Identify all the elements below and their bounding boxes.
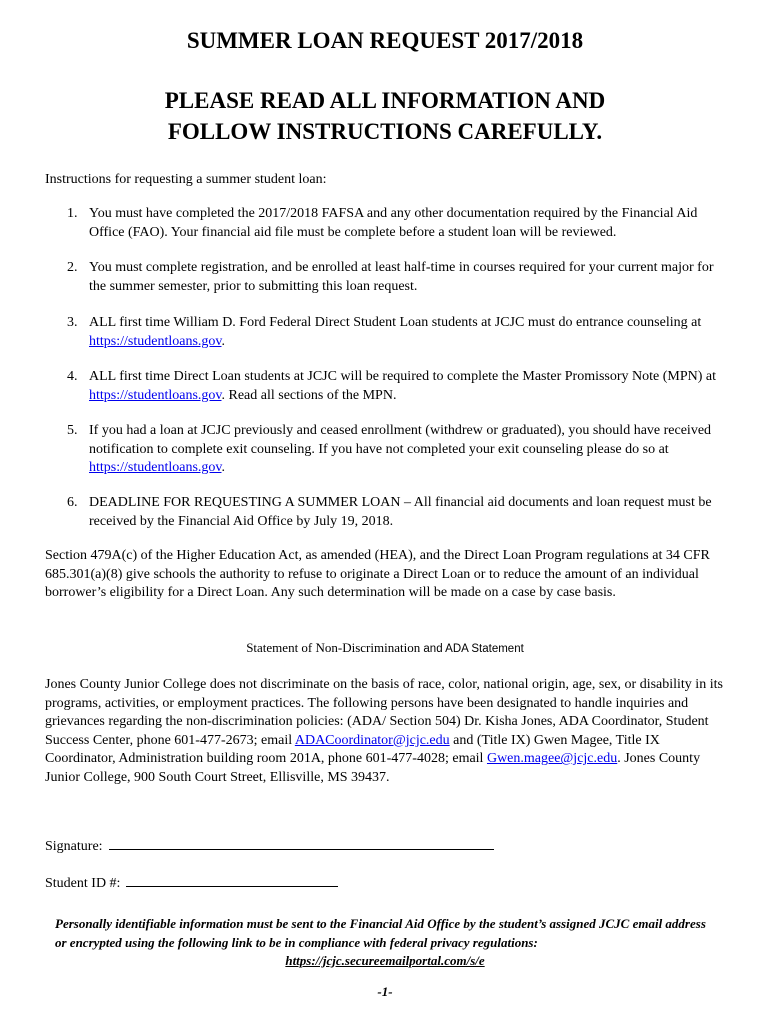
document-title: SUMMER LOAN REQUEST 2017/2018: [186, 28, 584, 53]
student-id-field[interactable]: [126, 874, 338, 887]
signature-field[interactable]: [109, 837, 494, 850]
hea-section-paragraph: Section 479A(c) of the Higher Education Act, as amended (HEA), and the Direct Loan Program regulations at 34 CFR 685.301(a)(8) give schools the authority to refuse to originate a Direct Loan or to reduce the amount of an individual borrower’s eligibility for a Direct Loan. Any such determination will be made on a case by case basis.: [45, 548, 710, 601]
item-text-part: ALL first time Direct Loan students at JCJC will be required to complete the Master Promissory Note (MPN) at: [89, 369, 717, 384]
signature-row: [45, 837, 494, 856]
instruction-item-6: [45, 494, 730, 531]
statement-heading-part1: Statement of Non-Discrimination: [246, 640, 421, 655]
item-text: DEADLINE FOR REQUESTING A SUMMER LOAN – All financial aid documents and loan request must be received by the Financial Aid Office by July 19, 2018.: [89, 495, 712, 529]
studentloans-link[interactable]: https://studentloans.gov: [89, 460, 222, 475]
ada-coordinator-email-link[interactable]: ADACoordinator@jcjc.edu: [294, 732, 450, 748]
student-id-row: [45, 874, 338, 893]
item-text: [89, 314, 730, 351]
item-text: [89, 368, 730, 405]
nondiscrimination-text: and (Title IX) Gwen Magee, Title IX Coordinator, Administration building room 201A, phone 601-477-4028; email: [45, 732, 660, 767]
item-text-part: ALL first time William D. Ford Federal Direct Student Loan students at JCJC must do entrance counseling at: [89, 315, 702, 330]
item-number: 6.: [67, 495, 78, 510]
item-text-part: If you had a loan at JCJC previously and ceased enrollment (withdrew or graduated), you should have received notification to complete exit counseling. If you have not completed your exit counseling please do so at: [89, 423, 712, 457]
privacy-notice: Personally identifiable information must be sent to the Financial Aid Office by the student’s assigned JCJC email address or encrypted using the following link to be in compliance with federal privacy regulations:: [55, 916, 706, 950]
instruction-item-5: [45, 422, 730, 478]
item-text: You must have completed the 2017/2018 FAFSA and any other documentation required by the Financial Aid Office (FAO). Your financial aid file must be complete before a student loan will be reviewed.: [89, 206, 698, 240]
nondiscrimination-text: Jones County Junior College does not discriminate on the basis of race, color, national origin, age, sex, or disability in its programs, activities, or employment practices. The following persons have been designated to handle inquiries and grievances regarding the non-discrimination policies: (ADA/ Section 504) Dr. Kisha Jones, ADA Coordinator, Student Success Center, phone 601-477-2673; email: [45, 677, 723, 748]
signature-label: Signature:: [45, 839, 103, 854]
secure-email-portal-link[interactable]: https://jcjc.secureemailportal.com/s/e: [285, 953, 485, 968]
item-text-part: .: [221, 333, 225, 349]
instruction-item-1: [45, 205, 730, 242]
instructions-heading-line2: FOLLOW INSTRUCTIONS CAREFULLY.: [167, 119, 603, 144]
item-number: 3.: [67, 315, 78, 330]
item-number: 1.: [67, 206, 78, 221]
studentloans-link[interactable]: https://studentloans.gov: [89, 333, 222, 349]
instructions-heading-line1: PLEASE READ ALL INFORMATION AND: [164, 88, 606, 113]
intro-text: Instructions for requesting a summer student loan:: [45, 172, 327, 187]
nondiscrimination-paragraph: [45, 676, 725, 788]
item-number: 5.: [67, 423, 78, 438]
item-text-part: .: [221, 460, 225, 475]
instruction-item-3: [45, 314, 730, 351]
item-number: 4.: [67, 369, 78, 384]
title-ix-email-link[interactable]: Gwen.magee@jcjc.edu: [486, 751, 618, 767]
nondiscrimination-text: . Jones County Junior College, 900 South Court Street, Ellisville, MS 39437.: [45, 751, 701, 785]
instruction-item-2: [45, 259, 730, 296]
statement-heading: [0, 640, 770, 657]
item-text: [89, 422, 730, 478]
instruction-item-4: [45, 368, 730, 405]
student-id-label: Student ID #:: [45, 876, 121, 891]
statement-heading-part2: and ADA Statement: [420, 643, 524, 655]
item-number: 2.: [67, 260, 78, 275]
item-text-part: . Read all sections of the MPN.: [221, 387, 397, 403]
item-text: You must complete registration, and be enrolled at least half-time in courses required for your current major for the summer semester, prior to submitting this loan request.: [89, 260, 714, 294]
page-number: -1-: [377, 984, 393, 999]
studentloans-link[interactable]: https://studentloans.gov: [89, 387, 222, 403]
